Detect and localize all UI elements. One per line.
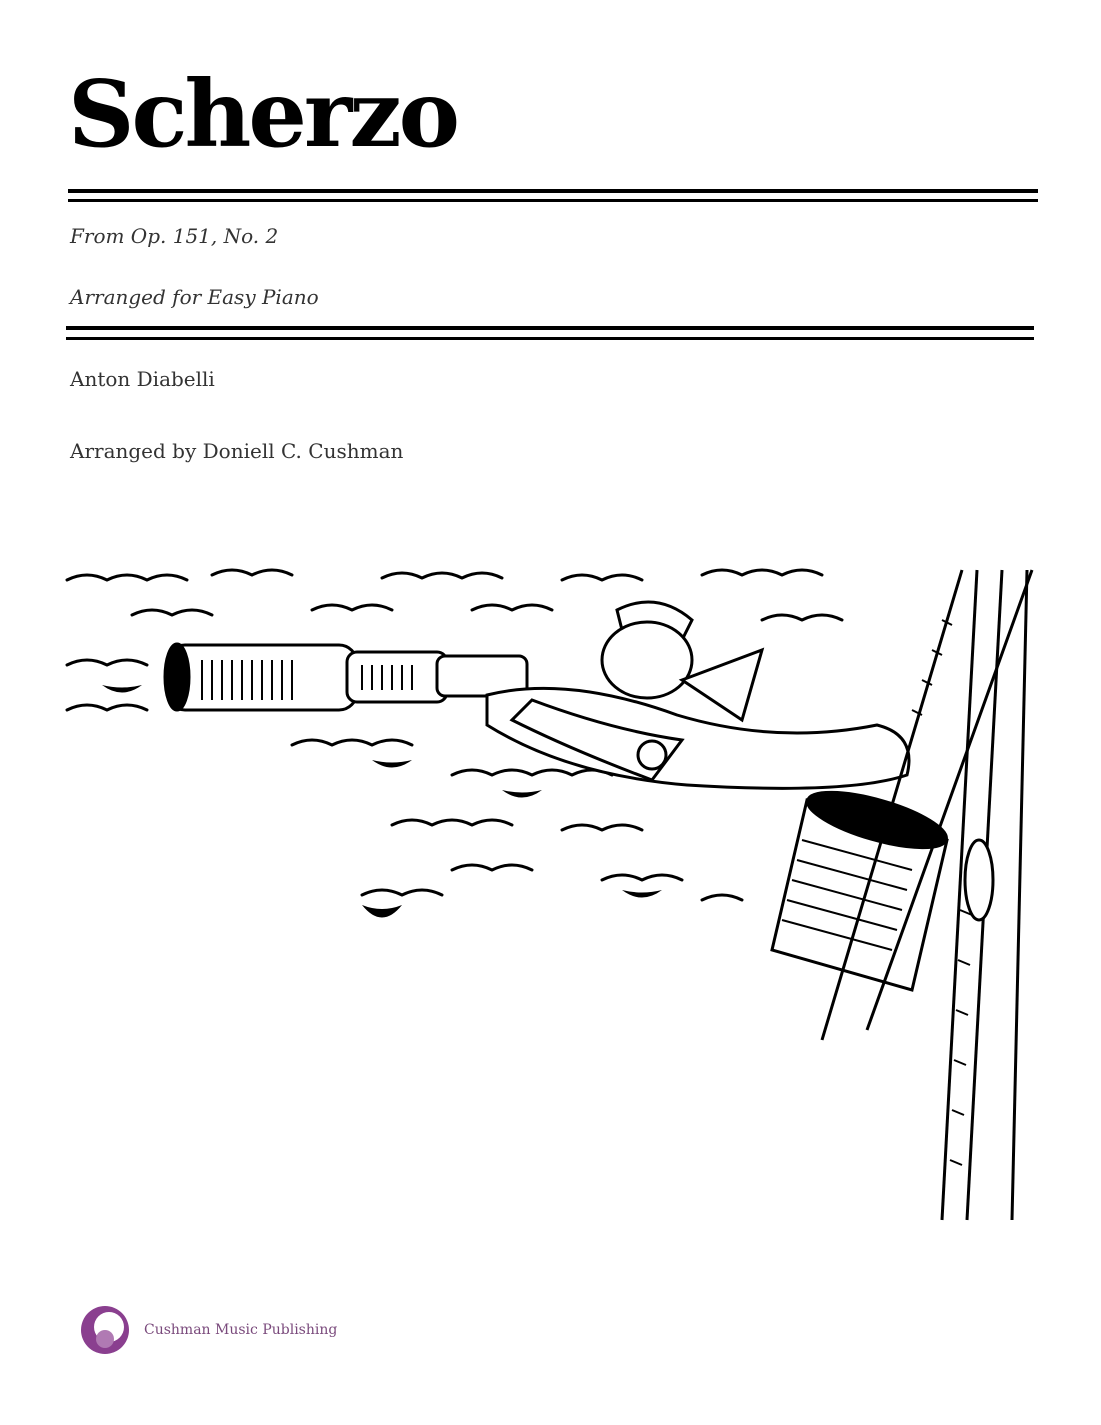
sailor (487, 602, 909, 788)
wave (392, 820, 512, 825)
wave (602, 875, 682, 880)
wave (702, 570, 822, 575)
bucket (772, 781, 952, 990)
wave-shadow (102, 685, 142, 693)
arranger-credit: Arranged by Doniell C. Cushman (70, 439, 404, 463)
wave (762, 615, 842, 620)
middle-rule-1 (66, 326, 1034, 330)
wave (292, 740, 412, 745)
wave (67, 705, 147, 710)
wave (382, 573, 502, 578)
wave (452, 865, 532, 870)
wave-shadow (372, 760, 412, 768)
wave (132, 610, 212, 615)
publisher-name: Cushman Music Publishing (144, 1322, 338, 1338)
wave (212, 570, 292, 575)
wave (562, 575, 642, 580)
wave (67, 660, 147, 665)
page-title: Scherzo (68, 60, 457, 168)
top-rule-2 (68, 199, 1038, 202)
sailor-illustration (62, 560, 1037, 1225)
publisher-logo-icon (80, 1305, 130, 1355)
wave-shadow (362, 905, 402, 918)
wave-shadow (622, 890, 662, 898)
wave (67, 575, 187, 580)
wave (362, 890, 442, 895)
top-rule-1 (68, 189, 1038, 193)
middle-rule-2 (66, 337, 1034, 340)
wave (312, 605, 392, 610)
wave (562, 825, 642, 830)
wave (472, 605, 552, 610)
publisher-block (80, 1305, 337, 1355)
telescope (165, 644, 527, 710)
composer-name: Anton Diabelli (70, 367, 215, 391)
subtitle-opus: From Op. 151, No. 2 (70, 224, 279, 248)
subtitle-arrangement: Arranged for Easy Piano (70, 285, 319, 309)
wave-shadow (502, 790, 542, 798)
pulley-block (965, 840, 993, 920)
wave (702, 895, 742, 900)
wave (452, 770, 612, 775)
